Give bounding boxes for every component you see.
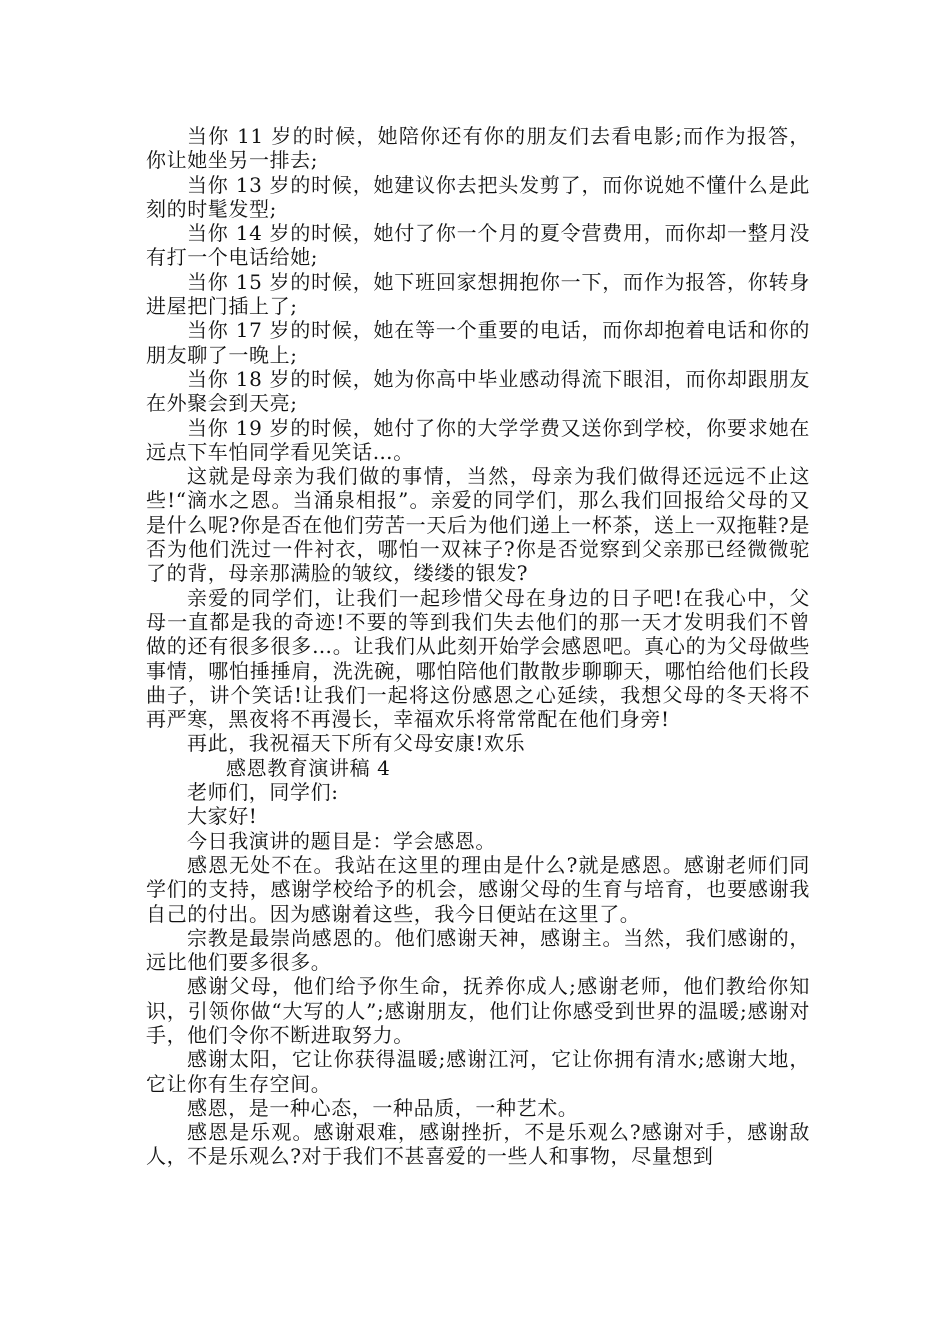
paragraph-blessing: 再此，我祝福天下所有父母安康!欢乐 bbox=[187, 731, 526, 756]
paragraph-age-14: 当你 14 岁的时候，她付了你一个月的夏令营费用，而你却一整月没有打一个电话给她; bbox=[146, 221, 810, 270]
paragraph-age-13: 当你 13 岁的时候，她建议你去把头发剪了，而你说她不懂什么是此刻的时髦发型; bbox=[146, 172, 810, 221]
speech-thank-people: 感谢父母，他们给予你生命，抚养你成人;感谢老师，他们教给你知识，引领你做“大写的人”;感谢朋友，他们让你感受到世界的温暖;感谢对手，他们令你不断进取努力。 bbox=[146, 974, 810, 1047]
speech-hello: 大家好! bbox=[187, 804, 258, 829]
paragraph-age-11: 当你 11 岁的时候，她陪你还有你的朋友们去看电影;而作为报答，你让她坐另一排去; bbox=[146, 124, 810, 173]
speech-religion: 宗教是最崇尚感恩的。他们感谢天神，感谢主。当然，我们感谢的，远比他们要多很多。 bbox=[146, 925, 810, 975]
speech-gratitude-everywhere: 感恩无处不在。我站在这里的理由是什么?就是感恩。感谢老师们同学们的支持，感谢学校给予的机会，感谢父母的生育与培育，也要感谢我自己的付出。因为感谢着这些，我今日便站在这里了。 bbox=[146, 852, 810, 926]
speech-thank-nature: 感谢太阳，它让你获得温暖;感谢江河，它让你拥有清水;感谢大地，它让你有生存空间。 bbox=[146, 1047, 810, 1096]
speech-topic: 今日我演讲的题目是：学会感恩。 bbox=[187, 828, 496, 853]
paragraph-age-18: 当你 18 岁的时候，她为你高中毕业感动得流下眼泪，而你却跟朋友在外聚会到天亮; bbox=[146, 366, 810, 416]
paragraph-age-17: 当你 17 岁的时候，她在等一个重要的电话，而你却抱着电话和你的朋友聊了一晚上; bbox=[146, 318, 810, 367]
speech-optimism: 感恩是乐观。感谢艰难，感谢挫折，不是乐观么?感谢对手，感谢敌人，不是乐观么?对于我们不甚喜爱的一些人和事物，尽量想到 bbox=[146, 1120, 810, 1169]
paragraph-cherish-parents: 亲爱的同学们，让我们一起珍惜父母在身边的日子吧!在我心中，父母一直都是我的奇迹!不要的等到我们失去他们的那一天才发明我们不曾做的还有很多很多…。让我们从此刻开始学会感恩吧。真心的为父母做些事情，哪怕捶捶肩，洗洗碗，哪怕陪他们散散步聊聊天，哪怕给他们长段曲子，讲个笑话!让我们一起将这份感恩之心延续，我想父母的冬天将不再严寒，黑夜将不再漫长，幸福欢乐将常常配在他们身旁! bbox=[146, 585, 810, 732]
paragraph-age-15: 当你 15 岁的时候，她下班回家想拥抱你一下，而作为报答，你转身进屋把门插上了; bbox=[146, 269, 810, 319]
paragraph-mother-deeds: 这就是母亲为我们做的事情，当然，母亲为我们做得还远远不止这些!“滴水之恩。当涌泉相报”。亲爱的同学们，那么我们回报给父母的又是什么呢?你是否在他们劳苦一天后为他们递上一杯茶，送上一双拖鞋?是否为他们洗过一件衬衣，哪怕一双袜子?你是否觉察到父亲那已经微微驼了的背，母亲那满脸的皱纹，缕缕的银发? bbox=[146, 464, 810, 586]
section-title: 感恩教育演讲稿 4 bbox=[226, 755, 391, 780]
speech-gratitude-mindset: 感恩，是一种心态，一种品质，一种艺术。 bbox=[187, 1095, 579, 1120]
paragraph-age-19: 当你 19 岁的时候，她付了你的大学学费又送你到学校，你要求她在远点下车怕同学看见笑话…。 bbox=[146, 415, 810, 464]
document-page bbox=[146, 124, 810, 1169]
speech-greeting: 老师们，同学们: bbox=[187, 780, 339, 805]
